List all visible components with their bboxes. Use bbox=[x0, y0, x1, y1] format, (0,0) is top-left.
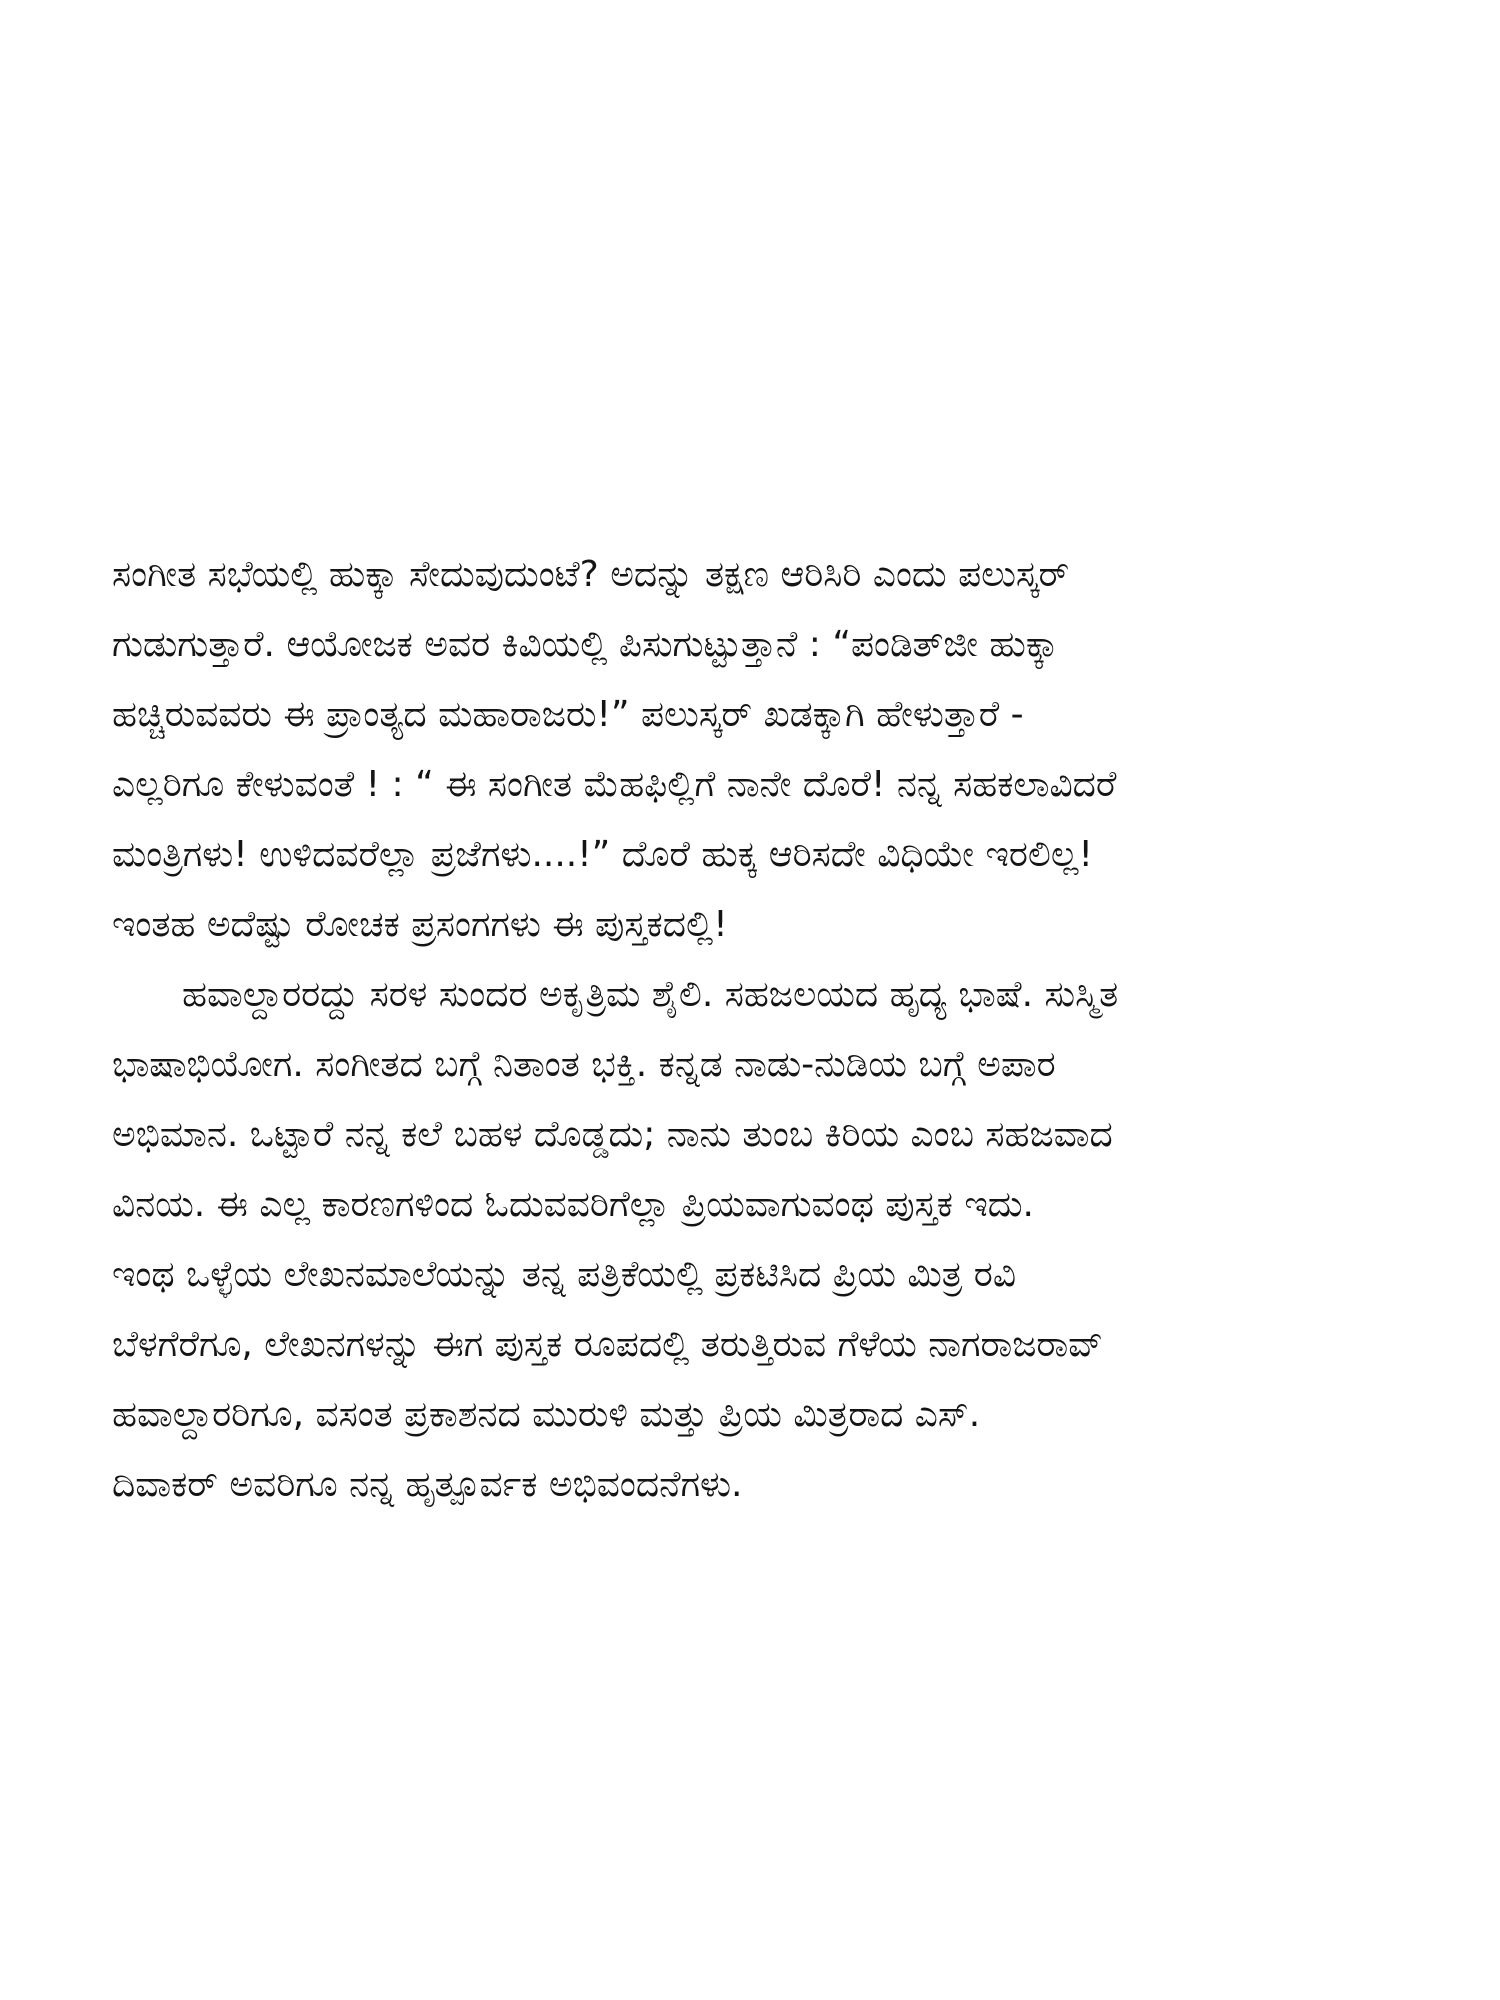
body-text bbox=[112, 540, 1402, 1520]
paragraph-2 bbox=[112, 960, 1402, 1520]
text-line: ದಿವಾಕರ್ ಅವರಿಗೂ ನನ್ನ ಹೃತ್ಪೂರ್ವಕ ಅಭಿವಂದನೆಗಳು. bbox=[112, 1464, 743, 1505]
text-line: ಹಚ್ಚಿರುವವರು ಈ ಪ್ರಾಂತ್ಯದ ಮಹಾರಾಜರು!” ಪಲುಸ್ಕರ್ ಖಡಕ್ಕಾಗಿ ಹೇಳುತ್ತಾರೆ - bbox=[112, 694, 1024, 735]
text-line: ಬೆಳಗೆರೆಗೂ, ಲೇಖನಗಳನ್ನು ಈಗ ಪುಸ್ತಕ ರೂಪದಲ್ಲಿ ತರುತ್ತಿರುವ ಗೆಳೆಯ ನಾಗರಾಜರಾವ್ bbox=[112, 1324, 1103, 1365]
text-line: ಗುಡುಗುತ್ತಾರೆ. ಆಯೋಜಕ ಅವರ ಕಿವಿಯಲ್ಲಿ ಪಿಸುಗುಟ್ಟುತ್ತಾನೆ : “ಪಂಡಿತ್‌ಜೀ ಹುಕ್ಕಾ bbox=[112, 624, 1059, 665]
text-line: ಇಂಥ ಒಳ್ಳೆಯ ಲೇಖನಮಾಲೆಯನ್ನು ತನ್ನ ಪತ್ರಿಕೆಯಲ್ಲಿ ಪ್ರಕಟಿಸಿದ ಪ್ರಿಯ ಮಿತ್ರ ರವಿ bbox=[112, 1254, 1017, 1295]
text-line: ಹವಾಲ್ದಾರರದ್ದು ಸರಳ ಸುಂದರ ಅಕೃತ್ರಿಮ ಶೈಲಿ. ಸಹಜಲಯದ ಹೃದ್ಯ ಭಾಷೆ. ಸುಸ್ಮಿತ bbox=[182, 974, 1119, 1015]
text-line: ಎಲ್ಲರಿಗೂ ಕೇಳುವಂತೆ ! : “ ಈ ಸಂಗೀತ ಮೆಹಫಿಲ್ಲಿಗೆ ನಾನೇ ದೊರೆ! ನನ್ನ ಸಹಕಲಾವಿದರೆ bbox=[112, 764, 1117, 805]
text-line: ಇಂತಹ ಅದೆಷ್ಟು ರೋಚಕ ಪ್ರಸಂಗಗಳು ಈ ಪುಸ್ತಕದಲ್ಲಿ! bbox=[112, 904, 728, 945]
text-line: ಸಂಗೀತ ಸಭೆಯಲ್ಲಿ ಹುಕ್ಕಾ ಸೇದುವುದುಂಟೆ? ಅದನ್ನು ತಕ್ಷಣ ಆರಿಸಿರಿ ಎಂದು ಪಲುಸ್ಕರ್ bbox=[112, 554, 1070, 595]
text-line: ಅಭಿಮಾನ. ಒಟ್ಟಾರೆ ನನ್ನ ಕಲೆ ಬಹಳ ದೊಡ್ಡದು; ನಾನು ತುಂಬ ಕಿರಿಯ ಎಂಬ ಸಹಜವಾದ bbox=[112, 1114, 1113, 1155]
paragraph-1 bbox=[112, 540, 1402, 960]
text-line: ವಿನಯ. ಈ ಎಲ್ಲ ಕಾರಣಗಳಿಂದ ಓದುವವರಿಗೆಲ್ಲಾ ಪ್ರಿಯವಾಗುವಂಥ ಪುಸ್ತಕ ಇದು. bbox=[112, 1184, 1034, 1225]
text-line: ಹವಾಲ್ದಾರರಿಗೂ, ವಸಂತ ಪ್ರಕಾಶನದ ಮುರುಳಿ ಮತ್ತು ಪ್ರಿಯ ಮಿತ್ರರಾದ ಎಸ್. bbox=[112, 1394, 981, 1435]
text-line: ಮಂತ್ರಿಗಳು! ಉಳಿದವರೆಲ್ಲಾ ಪ್ರಜೆಗಳು....!” ದೊರೆ ಹುಕ್ಕ ಆರಿಸದೇ ವಿಧಿಯೇ ಇರಲಿಲ್ಲ! bbox=[112, 834, 1093, 875]
text-line: ಭಾಷಾಭಿಯೋಗ. ಸಂಗೀತದ ಬಗ್ಗೆ ನಿತಾಂತ ಭಕ್ತಿ. ಕನ್ನಡ ನಾಡು-ನುಡಿಯ ಬಗ್ಗೆ ಅಪಾರ bbox=[112, 1044, 1056, 1085]
